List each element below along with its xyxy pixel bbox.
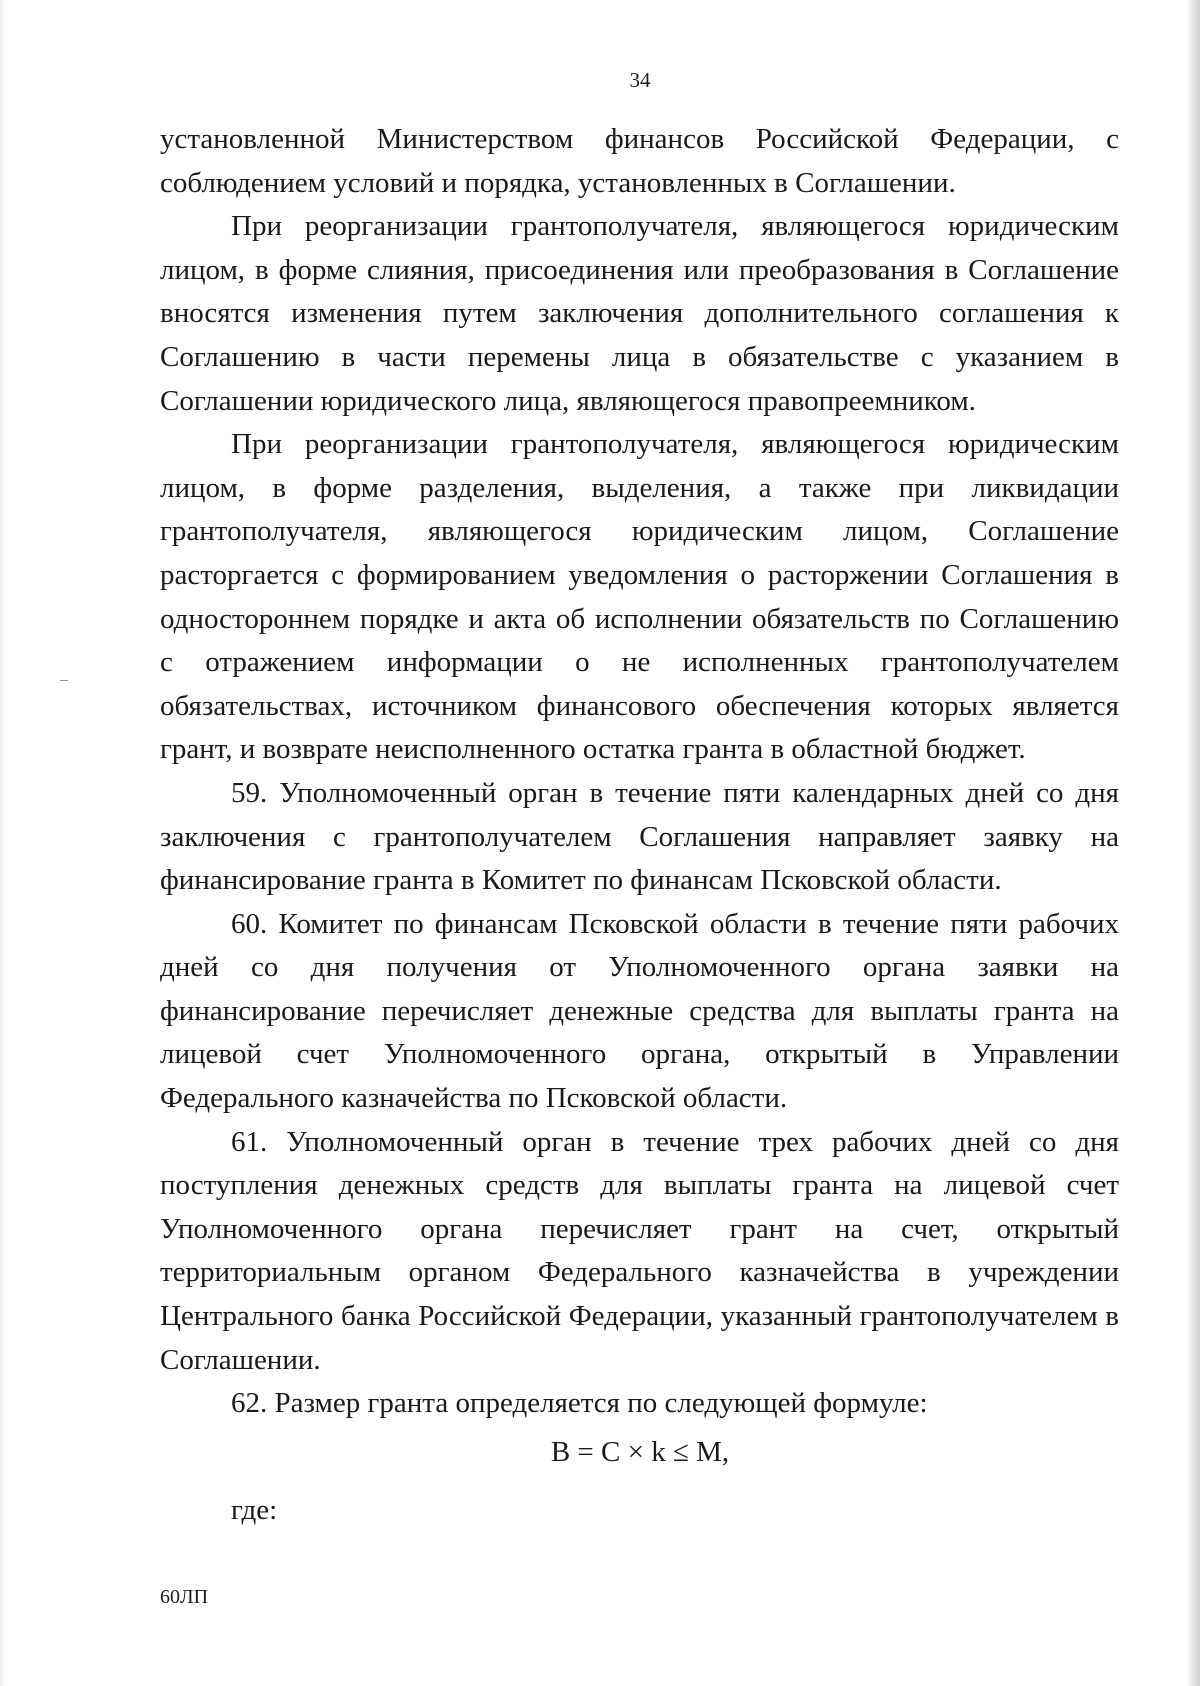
- paragraph-reorganization-division: При реорганизации грантополучателя, являющегося юридическим лицом, в форме разделения, выделения, а также при ликвидации грантополучателя, являющегося юридическим лицом, Соглашение расторгается с формированием уведомления о расторжении Соглашения в одностороннем порядке и акта об исполнении обязательств по Соглашению с отражением информации о не исполненных грантополучателем обязательствах, источником финансового обеспечения которых является грант, и возврате неисполненного остатка гранта в областной бюджет.: [160, 428, 1119, 766]
- grant-formula: B = C × k ≤ M,: [550, 1436, 730, 1468]
- scan-artifact-mark: [60, 680, 68, 681]
- scan-edge-left: [0, 0, 6, 1686]
- paragraph-item-61: 61. Уполномоченный орган в течение трех рабочих дней со дня поступления денежных средств для выплаты гранта на лицевой счет Уполномоченного органа перечисляет грант на счет, открытый территориальным органом Федерального казначейства в учреждении Центрального банка Российской Федерации, указанный грантополучателем в Соглашении.: [160, 1125, 1119, 1376]
- page-number: 34: [629, 68, 651, 92]
- document-body: [160, 118, 1119, 1426]
- paragraph-item-62: 62. Размер гранта определяется по следующей формуле:: [231, 1387, 928, 1420]
- paragraph-continuation: установленной Министерством финансов Российской Федерации, с соблюдением условий и порядка, установленных в Соглашении.: [160, 123, 1119, 199]
- paragraph-reorganization-merger: При реорганизации грантополучателя, являющегося юридическим лицом, в форме слияния, присоединения или преобразования в Соглашение вносятся изменения путем заключения дополнительного соглашения к Соглашению в части перемены лица в обязательстве с указанием в Соглашении юридического лица, являющегося правопреемником.: [160, 210, 1119, 417]
- paragraph-item-60: 60. Комитет по финансам Псковской области в течение пяти рабочих дней со дня получения от Уполномоченного органа заявки на финансирование перечисляет денежные средства для выплаты гранта на лицевой счет Уполномоченного органа, открытый в Управлении Федерального казначейства по Псковской области.: [160, 907, 1119, 1115]
- scan-edge-right: [1186, 0, 1200, 1686]
- where-label: где:: [231, 1494, 278, 1526]
- document-code: 60ЛП: [160, 1586, 209, 1608]
- paragraph-item-59: 59. Уполномоченный орган в течение пяти календарных дней со дня заключения с грантополучателем Соглашения направляет заявку на финансирование гранта в Комитет по финансам Псковской области.: [160, 776, 1119, 897]
